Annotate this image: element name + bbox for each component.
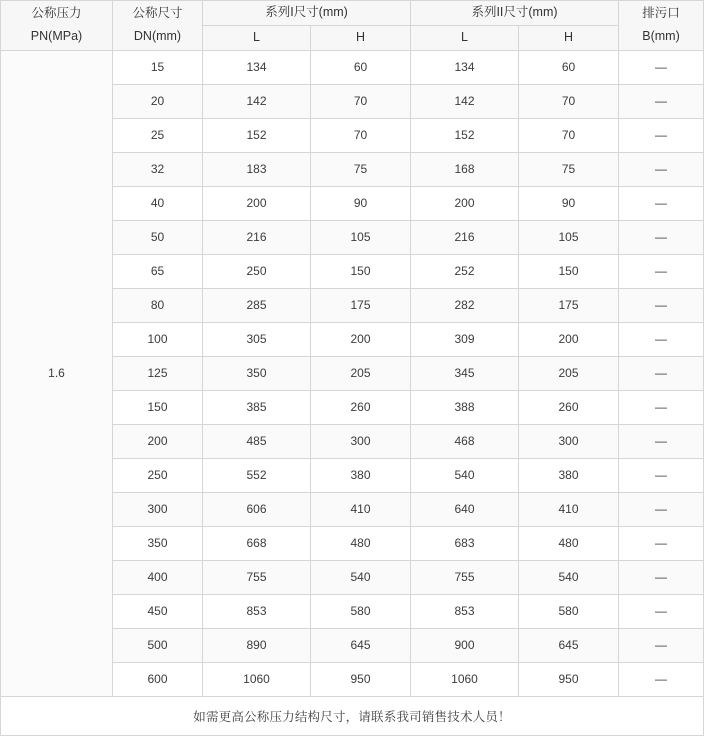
- header-nominal-pressure-line2: PN(MPa): [30, 29, 83, 44]
- header-nominal-size: [113, 1, 203, 51]
- cell-drain-port: —: [619, 288, 704, 322]
- cell-nominal-size: 50: [113, 220, 203, 254]
- cell-series1-l: 606: [203, 492, 311, 526]
- cell-series1-h: 150: [311, 254, 411, 288]
- cell-series2-l: 309: [411, 322, 519, 356]
- cell-series2-l: 540: [411, 458, 519, 492]
- cell-nominal-size: 25: [113, 118, 203, 152]
- cell-series1-l: 755: [203, 560, 311, 594]
- cell-drain-port: —: [619, 424, 704, 458]
- cell-series1-l: 668: [203, 526, 311, 560]
- cell-series2-l: 200: [411, 186, 519, 220]
- cell-series2-l: 468: [411, 424, 519, 458]
- cell-nominal-size: 20: [113, 84, 203, 118]
- cell-nominal-size: 500: [113, 628, 203, 662]
- cell-series2-h: 60: [519, 50, 619, 84]
- cell-drain-port: —: [619, 50, 704, 84]
- cell-series2-h: 300: [519, 424, 619, 458]
- cell-series2-h: 200: [519, 322, 619, 356]
- cell-nominal-size: 15: [113, 50, 203, 84]
- header-drain-port-line2: B(mm): [642, 29, 680, 44]
- cell-series2-h: 90: [519, 186, 619, 220]
- cell-series2-h: 540: [519, 560, 619, 594]
- cell-series1-l: 285: [203, 288, 311, 322]
- cell-series2-h: 105: [519, 220, 619, 254]
- header-nominal-size-line1: 公称尺寸: [132, 5, 183, 20]
- cell-nominal-pressure: 1.6: [1, 50, 113, 696]
- cell-series2-h: 150: [519, 254, 619, 288]
- header-nominal-pressure: [1, 1, 113, 51]
- cell-nominal-size: 200: [113, 424, 203, 458]
- cell-drain-port: —: [619, 662, 704, 696]
- cell-series1-l: 890: [203, 628, 311, 662]
- cell-series2-l: 755: [411, 560, 519, 594]
- cell-drain-port: —: [619, 492, 704, 526]
- cell-drain-port: —: [619, 560, 704, 594]
- table-row: [1, 50, 704, 84]
- cell-series1-l: 216: [203, 220, 311, 254]
- cell-drain-port: —: [619, 322, 704, 356]
- cell-series1-h: 480: [311, 526, 411, 560]
- cell-series2-l: 216: [411, 220, 519, 254]
- cell-series2-h: 75: [519, 152, 619, 186]
- footnote-text: 如需更高公称压力结构尺寸，请联系我司销售技术人员！: [1, 696, 704, 735]
- header-series1-h: H: [311, 25, 411, 50]
- cell-nominal-size: 80: [113, 288, 203, 322]
- cell-series1-l: 350: [203, 356, 311, 390]
- header-series1-l: L: [203, 25, 311, 50]
- cell-series1-l: 152: [203, 118, 311, 152]
- cell-nominal-size: 40: [113, 186, 203, 220]
- cell-series2-l: 345: [411, 356, 519, 390]
- header-series2-h: H: [519, 25, 619, 50]
- cell-series1-h: 205: [311, 356, 411, 390]
- cell-series2-h: 580: [519, 594, 619, 628]
- cell-series1-h: 200: [311, 322, 411, 356]
- table-body: [1, 50, 704, 696]
- cell-series1-h: 380: [311, 458, 411, 492]
- cell-series2-h: 260: [519, 390, 619, 424]
- cell-nominal-size: 450: [113, 594, 203, 628]
- cell-series2-l: 683: [411, 526, 519, 560]
- cell-nominal-size: 125: [113, 356, 203, 390]
- cell-drain-port: —: [619, 390, 704, 424]
- cell-series2-l: 252: [411, 254, 519, 288]
- cell-series1-l: 200: [203, 186, 311, 220]
- cell-series2-h: 70: [519, 118, 619, 152]
- footnote-row: [1, 696, 704, 735]
- cell-series1-h: 70: [311, 118, 411, 152]
- cell-series2-l: 134: [411, 50, 519, 84]
- cell-series1-h: 580: [311, 594, 411, 628]
- cell-series1-l: 385: [203, 390, 311, 424]
- cell-series1-l: 853: [203, 594, 311, 628]
- cell-series1-h: 175: [311, 288, 411, 322]
- cell-nominal-size: 32: [113, 152, 203, 186]
- cell-series2-h: 380: [519, 458, 619, 492]
- cell-series2-h: 410: [519, 492, 619, 526]
- cell-drain-port: —: [619, 118, 704, 152]
- cell-series1-l: 485: [203, 424, 311, 458]
- cell-series2-l: 900: [411, 628, 519, 662]
- cell-series2-l: 388: [411, 390, 519, 424]
- table-footer: [1, 696, 704, 735]
- cell-series2-h: 480: [519, 526, 619, 560]
- cell-drain-port: —: [619, 628, 704, 662]
- cell-series2-l: 640: [411, 492, 519, 526]
- cell-series1-l: 142: [203, 84, 311, 118]
- cell-series1-l: 1060: [203, 662, 311, 696]
- cell-series1-h: 540: [311, 560, 411, 594]
- cell-series1-h: 70: [311, 84, 411, 118]
- cell-series2-h: 205: [519, 356, 619, 390]
- cell-drain-port: —: [619, 84, 704, 118]
- cell-series1-l: 183: [203, 152, 311, 186]
- cell-series1-h: 645: [311, 628, 411, 662]
- cell-drain-port: —: [619, 152, 704, 186]
- cell-series2-h: 175: [519, 288, 619, 322]
- header-nominal-pressure-line1: 公称压力: [31, 5, 82, 20]
- cell-nominal-size: 600: [113, 662, 203, 696]
- cell-series1-h: 105: [311, 220, 411, 254]
- cell-series2-l: 152: [411, 118, 519, 152]
- cell-series1-h: 75: [311, 152, 411, 186]
- cell-series2-l: 168: [411, 152, 519, 186]
- cell-series1-l: 552: [203, 458, 311, 492]
- cell-nominal-size: 65: [113, 254, 203, 288]
- cell-series1-l: 250: [203, 254, 311, 288]
- cell-drain-port: —: [619, 186, 704, 220]
- cell-series2-l: 853: [411, 594, 519, 628]
- cell-series1-h: 260: [311, 390, 411, 424]
- cell-nominal-size: 300: [113, 492, 203, 526]
- header-series2-l: L: [411, 25, 519, 50]
- cell-nominal-size: 400: [113, 560, 203, 594]
- header-row-primary: [1, 1, 704, 26]
- header-drain-port-line1: 排污口: [642, 5, 680, 20]
- cell-drain-port: —: [619, 254, 704, 288]
- table-header: [1, 1, 704, 51]
- cell-series1-l: 134: [203, 50, 311, 84]
- cell-series1-h: 90: [311, 186, 411, 220]
- cell-drain-port: —: [619, 458, 704, 492]
- cell-nominal-size: 250: [113, 458, 203, 492]
- cell-series1-h: 300: [311, 424, 411, 458]
- cell-drain-port: —: [619, 526, 704, 560]
- cell-drain-port: —: [619, 594, 704, 628]
- cell-series2-h: 645: [519, 628, 619, 662]
- cell-series1-h: 950: [311, 662, 411, 696]
- cell-series1-l: 305: [203, 322, 311, 356]
- cell-series2-h: 70: [519, 84, 619, 118]
- cell-series2-l: 142: [411, 84, 519, 118]
- header-series-1: 系列I尺寸(mm): [203, 1, 411, 26]
- header-nominal-size-line2: DN(mm): [133, 29, 182, 44]
- cell-series1-h: 410: [311, 492, 411, 526]
- cell-series2-l: 1060: [411, 662, 519, 696]
- header-series-2: 系列II尺寸(mm): [411, 1, 619, 26]
- header-drain-port: [619, 1, 704, 51]
- cell-series2-h: 950: [519, 662, 619, 696]
- cell-nominal-size: 350: [113, 526, 203, 560]
- cell-drain-port: —: [619, 220, 704, 254]
- cell-series1-h: 60: [311, 50, 411, 84]
- cell-nominal-size: 150: [113, 390, 203, 424]
- cell-drain-port: —: [619, 356, 704, 390]
- cell-nominal-size: 100: [113, 322, 203, 356]
- cell-series2-l: 282: [411, 288, 519, 322]
